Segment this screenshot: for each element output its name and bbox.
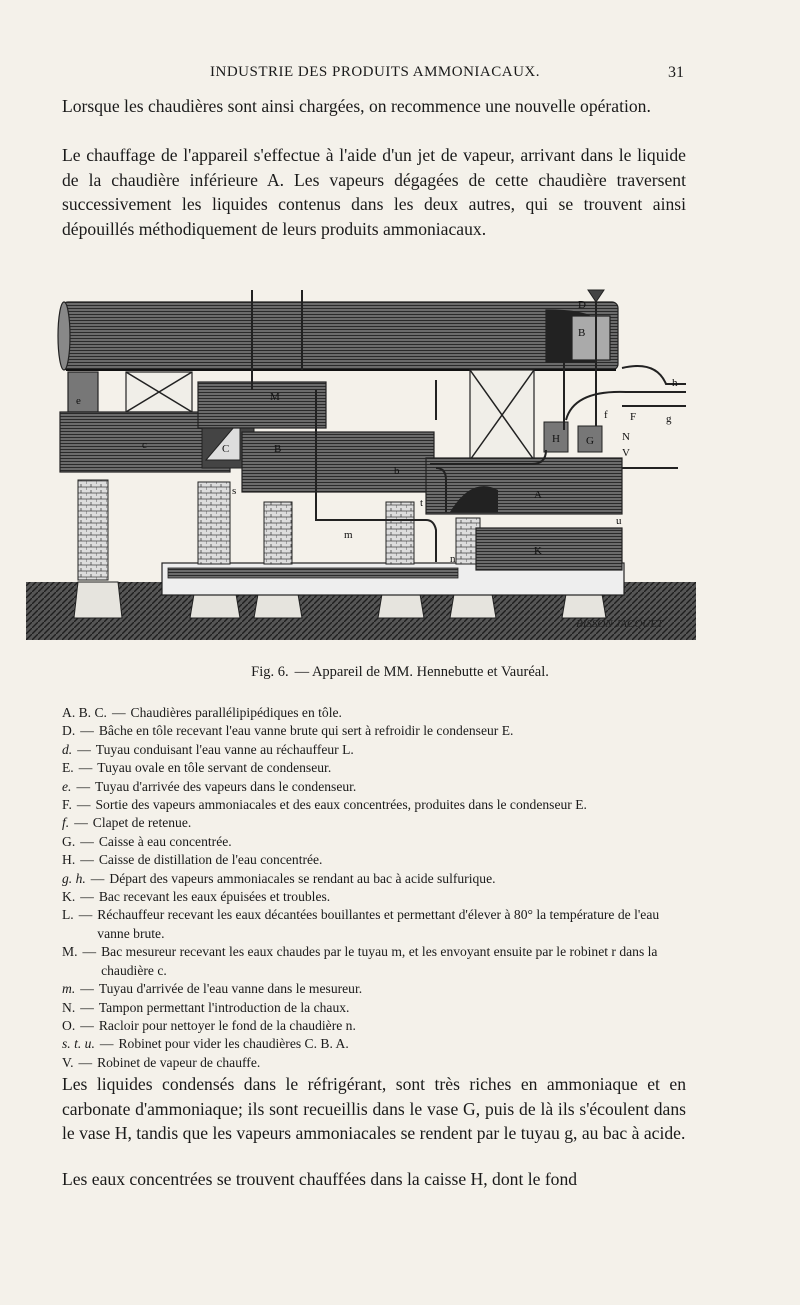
paragraph-3 <box>62 1072 686 1146</box>
legend-row <box>62 888 690 906</box>
legend-row <box>62 851 690 869</box>
paragraph-2-text: Le chauffage de l'appareil s'effectue à l'aide d'un jet de vapeur, arrivant dans le liquide de la chaudière inférieure A. Les vapeurs dégagées de cette chaudière traversent successivement les liquides contenus dans les deux autres, qui se trouvent ainsi dépouillés méthodiquement de leurs produits ammoniacaux. <box>62 145 686 239</box>
legend-description: Départ des vapeurs ammoniacales se rendant au bac à acide sulfurique. <box>109 870 496 886</box>
legend-key: F. <box>62 797 72 813</box>
legend-description: Tuyau d'arrivée des vapeurs dans le condenseur. <box>95 778 357 794</box>
legend-row <box>62 870 690 888</box>
legend-description: Chaudières parallélipipédiques en tôle. <box>130 705 342 720</box>
legend-key: O. <box>62 1017 76 1033</box>
fig-label-g: g <box>666 413 672 425</box>
legend-row <box>62 833 690 851</box>
legend-dash: — <box>80 889 94 905</box>
fig-label-m: m <box>344 529 353 541</box>
legend-dash: — <box>76 797 91 813</box>
legend-dash: — <box>80 852 94 868</box>
legend-description: Robinet pour vider les chaudières C. B. A. <box>118 1036 349 1052</box>
legend-row <box>62 980 690 998</box>
tank-b <box>242 432 434 492</box>
legend-key: G. <box>62 833 76 849</box>
paragraph-2 <box>62 143 686 241</box>
fig-label-H: H <box>552 433 560 445</box>
legend-dash: — <box>80 981 94 997</box>
figure-caption-number: Fig. 6. <box>251 664 289 680</box>
fig-label-u: u <box>616 515 622 527</box>
paragraph-4-text: Les eaux concentrées se trouvent chauffées dans la caisse H, dont le fond <box>62 1169 578 1189</box>
legend-key: H. <box>62 852 76 868</box>
running-head <box>0 64 800 88</box>
legend-description: Robinet de vapeur de chauffe. <box>97 1054 261 1070</box>
fig-label-F: F <box>630 411 637 423</box>
legend-key: V. <box>62 1054 74 1070</box>
paragraph-1 <box>62 94 686 119</box>
legend-dash: — <box>80 723 94 739</box>
legend-dash: — <box>80 1017 94 1033</box>
legend-dash: — <box>74 815 88 831</box>
legend-key: N. <box>62 999 76 1015</box>
fig-label-c: c <box>142 439 147 451</box>
legend-key: f. <box>62 815 70 831</box>
legend-row <box>62 943 690 980</box>
legend-dash: — <box>78 907 93 923</box>
measurer-m <box>198 382 326 428</box>
page-number: 31 <box>668 64 684 81</box>
fig-label-s: s <box>232 485 237 497</box>
fig-label-h: h <box>672 377 678 389</box>
legend-dash: — <box>77 741 91 757</box>
legend-row <box>62 814 690 832</box>
fig-label-N: N <box>622 431 630 443</box>
figure-legend <box>62 704 690 1072</box>
legend-key: e. <box>62 778 72 794</box>
legend-row <box>62 1054 690 1072</box>
legend-row <box>62 759 690 777</box>
legend-key: s. t. u. <box>62 1036 95 1052</box>
fig-label-K: K <box>534 545 542 557</box>
legend-description: Tuyau d'arrivée de l'eau vanne dans le mesureur. <box>98 981 363 997</box>
legend-dash: — <box>99 1036 114 1052</box>
legend-row <box>62 1035 690 1053</box>
fig-label-A: A <box>534 489 542 501</box>
condenser-tube <box>58 302 618 370</box>
legend-dash: — <box>80 833 94 849</box>
legend-description: Caisse de distillation de l'eau concentrée. <box>98 852 323 868</box>
legend-dash: — <box>82 944 97 960</box>
fig-label-t: t <box>420 497 424 509</box>
legend-key: g. h. <box>62 870 86 886</box>
legend-row <box>62 1017 690 1035</box>
fig-label-f: f <box>604 409 608 421</box>
legend-row <box>62 999 690 1017</box>
legend-key: D. <box>62 723 76 739</box>
engraver-signature: BISSON JACQUET <box>576 618 664 630</box>
fig-label-M: M <box>270 391 280 403</box>
legend-description: Tuyau ovale en tôle servant de condenseur. <box>97 760 332 776</box>
paragraph-4 <box>62 1167 686 1192</box>
legend-dash: — <box>76 778 91 794</box>
fig-label-G: G <box>586 435 594 447</box>
figure-caption-text: — Appareil de MM. Hennebutte et Vauréal. <box>294 664 549 680</box>
legend-description: Réchauffeur recevant les eaux décantées bouillantes et permettant d'élever à 80° la température de l'eau vanne brute. <box>97 907 660 941</box>
legend-key: E. <box>62 760 74 776</box>
fig-label-V: V <box>622 447 630 459</box>
legend-description: Bâche en tôle recevant l'eau vanne brute qui sert à refroidir le condenseur E. <box>98 723 514 739</box>
legend-dash: — <box>78 760 93 776</box>
paragraph-1-text: Lorsque les chaudières sont ainsi chargées, on recommence une nouvelle opération. <box>62 96 651 116</box>
legend-key: K. <box>62 889 76 905</box>
legend-description: Clapet de retenue. <box>92 815 192 831</box>
paragraph-3-text: Les liquides condensés dans le réfrigérant, sont très riches en ammoniaque et en carbonate d'ammoniaque; ils sont recueillis dans le vase G, puis de là ils s'écoulent dans le vase H, tandis que les vapeurs ammoniacales se rendent par le tuyau g, au bac à acide. <box>62 1074 686 1144</box>
fig-label-B-top: B <box>578 327 586 339</box>
legend-description: Tampon permettant l'introduction de la chaux. <box>98 999 350 1015</box>
legend-description: Bac mesureur recevant les eaux chaudes par le tuyau m, et les envoyant ensuite par le robinet r dans la chaudière c. <box>101 944 658 978</box>
legend-row <box>62 704 690 722</box>
legend-row <box>62 796 690 814</box>
legend-key: A. B. C. <box>62 705 107 720</box>
legend-dash: — <box>90 870 105 886</box>
fig-label-b: b <box>394 465 400 477</box>
tank-k <box>476 528 622 570</box>
legend-dash: — <box>78 1054 93 1070</box>
apparatus-engraving <box>26 280 696 652</box>
legend-key: m. <box>62 981 76 997</box>
legend-description: Racloir pour nettoyer le fond de la chaudière n. <box>98 1017 356 1033</box>
fig-label-e: e <box>76 395 81 407</box>
legend-description: Tuyau conduisant l'eau vanne au réchauffeur L. <box>95 741 354 757</box>
fig-label-D: D <box>578 299 586 311</box>
legend-row <box>62 741 690 759</box>
legend-key: d. <box>62 741 73 757</box>
fig-label-C: C <box>222 443 230 455</box>
legend-row <box>62 906 690 943</box>
fig-label-n: n <box>450 553 456 565</box>
running-head-title: INDUSTRIE DES PRODUITS AMMONIACAUX. <box>210 64 541 80</box>
legend-description: Caisse à eau concentrée. <box>98 833 232 849</box>
figure-caption <box>0 664 800 681</box>
legend-row <box>62 722 690 740</box>
legend-description: Bac recevant les eaux épuisées et troubles. <box>98 889 331 905</box>
legend-description: Sortie des vapeurs ammoniacales et des eaux concentrées, produites dans le condenseur E. <box>95 797 587 813</box>
figure-apparatus-illustration <box>26 280 696 652</box>
fig-label-B: B <box>274 443 282 455</box>
legend-dash: — <box>111 705 126 720</box>
legend-dash: — <box>80 999 94 1015</box>
legend-row <box>62 778 690 796</box>
legend-key: L. <box>62 907 74 923</box>
legend-key: M. <box>62 944 78 960</box>
